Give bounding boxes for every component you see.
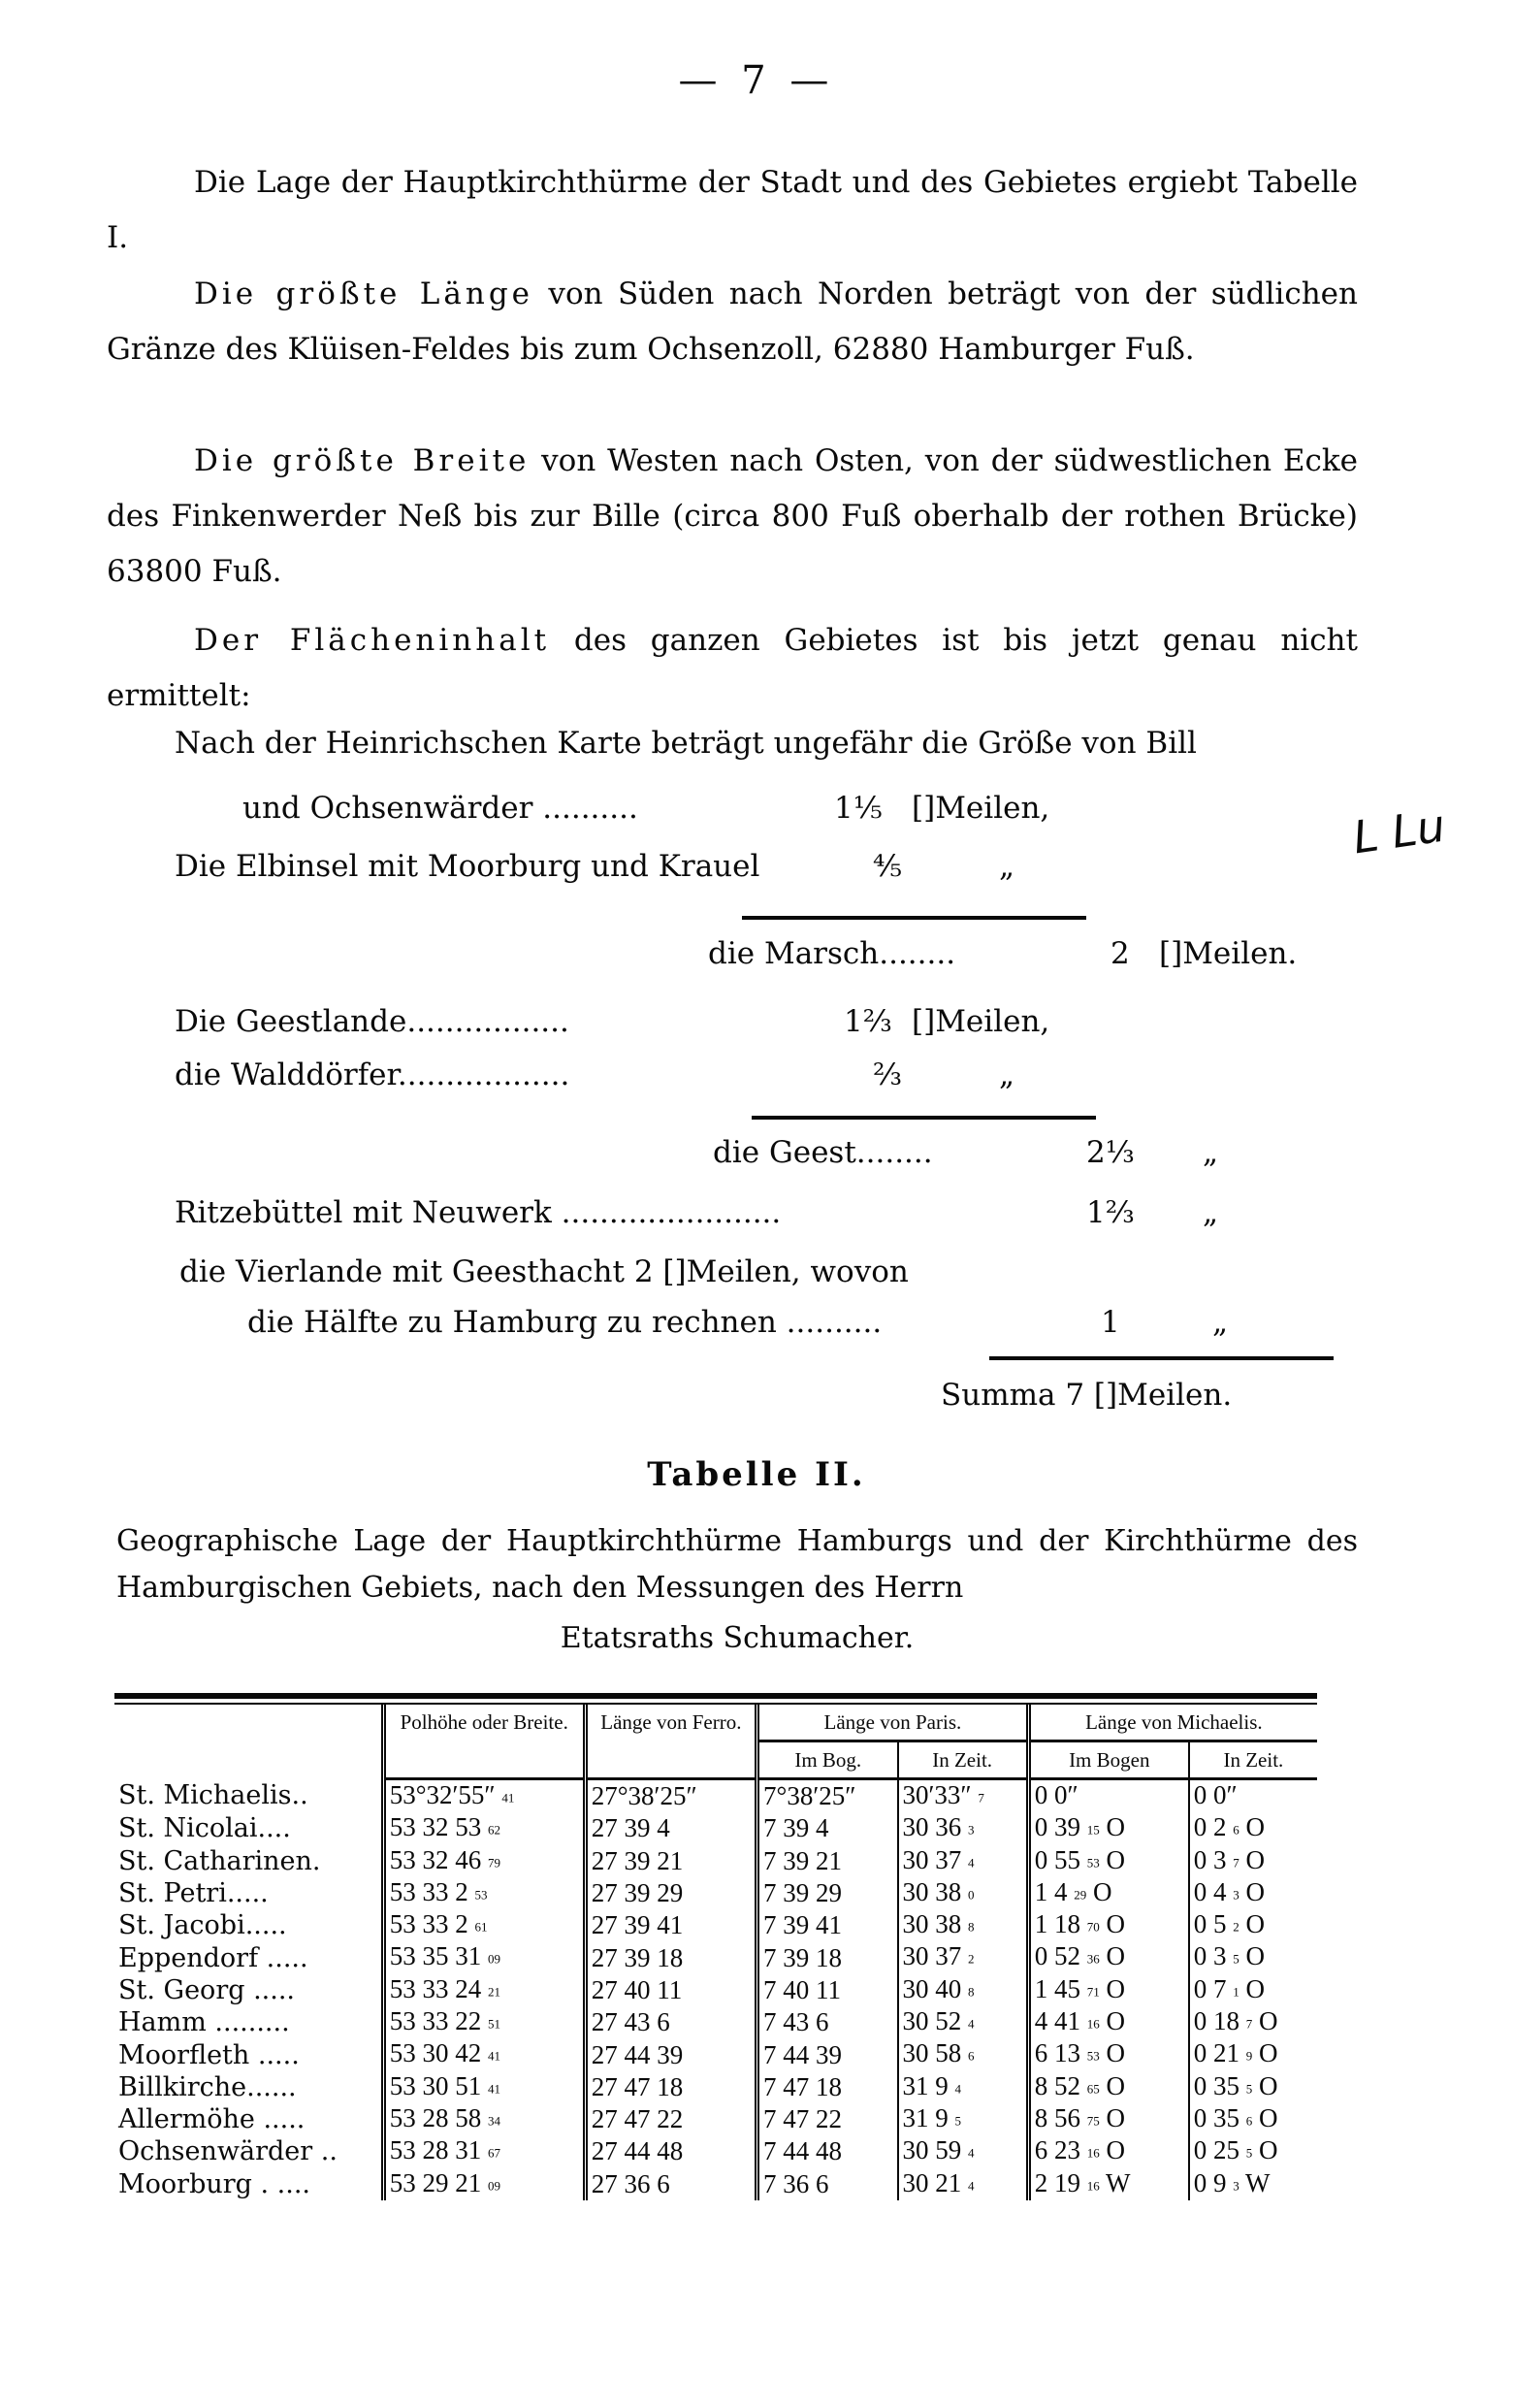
cell-ferro: 27 39 4: [585, 1812, 756, 1844]
cell-ferro: 27°38′25″: [585, 1779, 756, 1813]
area-row-elbinsel-unit: „: [999, 849, 1015, 884]
header-paris-zeit: In Zeit.: [898, 1741, 1029, 1779]
area-row-haelfte-unit: „: [1212, 1305, 1229, 1340]
cell-paris-bogen: 7 44 39: [757, 2038, 898, 2070]
area-row-geest-unit: „: [1203, 1135, 1219, 1170]
table-row: [114, 2168, 1317, 2200]
cell-breite: 53 35 31 09: [383, 1941, 585, 1973]
area-total: Summa 7 []Meilen.: [941, 1378, 1233, 1413]
cell-ferro: 27 40 11: [585, 1974, 756, 2006]
cell-paris-bogen: 7 47 22: [757, 2103, 898, 2135]
cell-ferro: 27 47 18: [585, 2071, 756, 2103]
cell-michaelis-bogen: 1 18 70 O: [1028, 1909, 1189, 1941]
cell-place: Hamm .........: [118, 2007, 290, 2038]
paragraph-breadth-text: von Westen nach Osten, von der südwestlichen Ecke des Finkenwerder Neß bis zur Bille (circa 800 Fuß oberhalb der rothen Brücke) 63800 Fuß.: [107, 443, 1358, 589]
paragraph-area-text: des ganzen Gebietes ist bis jetzt genau nicht ermittelt:: [107, 623, 1358, 713]
cell-michaelis-zeit: 0 3 5 O: [1189, 1941, 1317, 1973]
paragraph-length-text: von Süden nach Norden beträgt von der südlichen Gränze des Klüisen-Feldes bis zum Ochsenzoll, 62880 Hamburger Fuß.: [107, 277, 1358, 367]
header-laenge-paris: Länge von Paris.: [757, 1705, 1029, 1741]
area-row-bill-value: 1⅕: [834, 791, 883, 826]
cell-paris-zeit: 30 37 4: [898, 1845, 1029, 1877]
cell-paris-zeit: 30 40 8: [898, 1974, 1029, 2006]
cell-paris-zeit: 31 9 4: [898, 2071, 1029, 2103]
table-row: [114, 1812, 1317, 1844]
total-rule: [989, 1356, 1334, 1360]
coordinates-grid: [114, 1705, 1317, 2200]
cell-michaelis-zeit: 0 18 7 O: [1189, 2006, 1317, 2038]
cell-michaelis-bogen: 2 19 16 W: [1028, 2168, 1189, 2200]
cell-paris-bogen: 7 43 6: [757, 2006, 898, 2038]
cell-paris-bogen: 7°38′25″: [757, 1779, 898, 1813]
cell-paris-bogen: 7 39 21: [757, 1845, 898, 1877]
cell-breite: 53 33 2 53: [383, 1877, 585, 1909]
cell-breite: 53 32 53 62: [383, 1812, 585, 1844]
cell-michaelis-zeit: 0 35 5 O: [1189, 2071, 1317, 2103]
cell-paris-zeit: 30 38 8: [898, 1909, 1029, 1941]
paragraph-length: [107, 267, 1358, 377]
cell-place: Billkirche......: [118, 2071, 297, 2102]
cell-paris-bogen: 7 39 41: [757, 1909, 898, 1941]
area-row-ritzebuettel-unit: „: [1203, 1195, 1219, 1230]
table-row: [114, 2103, 1317, 2135]
cell-ferro: 27 39 29: [585, 1877, 756, 1909]
cell-paris-zeit: 30 52 4: [898, 2006, 1029, 2038]
cell-place: Moorburg . ....: [118, 2168, 311, 2199]
area-row-vierlande-label: die Vierlande mit Geesthacht 2 []Meilen, wovon: [179, 1254, 909, 1289]
area-row-geestlande-value: 1⅔: [844, 1004, 892, 1039]
table-row: [114, 2006, 1317, 2038]
cell-breite: 53 28 58 34: [383, 2103, 585, 2135]
cell-paris-bogen: 7 36 6: [757, 2168, 898, 2200]
cell-place: Ochsenwärder ..: [118, 2136, 338, 2167]
cell-place: Moorfleth .....: [118, 2039, 300, 2070]
area-row-elbinsel-value: ⅘: [873, 849, 903, 884]
cell-ferro: 27 36 6: [585, 2168, 756, 2200]
table-row: [114, 2071, 1317, 2103]
table-top-rule: [114, 1693, 1317, 1699]
cell-michaelis-zeit: 0 7 1 O: [1189, 1974, 1317, 2006]
cell-michaelis-zeit: 0 2 6 O: [1189, 1812, 1317, 1844]
cell-place: Allermöhe .....: [118, 2104, 306, 2135]
cell-place: St. Petri.....: [118, 1878, 269, 1909]
cell-place: St. Georg .....: [118, 1974, 295, 2005]
cell-breite: 53 30 42 41: [383, 2038, 585, 2070]
table-caption: Geographische Lage der Hauptkirchthürme Hamburgs und der Kirchthürme des Hamburgischen Gebiets, nach den Messungen des Herrn: [116, 1524, 1358, 1605]
header-laenge-michaelis: Länge von Michaelis.: [1028, 1705, 1317, 1741]
area-row-bill-unit: []Meilen,: [912, 791, 1050, 826]
cell-paris-bogen: 7 47 18: [757, 2071, 898, 2103]
paragraph-area-lead: Der Flächeninhalt: [194, 623, 551, 658]
table-row: [114, 1845, 1317, 1877]
area-row-walddoerfer-value: ⅔: [873, 1058, 903, 1092]
cell-michaelis-bogen: 0 39 15 O: [1028, 1812, 1189, 1844]
area-row-haelfte-label: die Hälfte zu Hamburg zu rechnen ..........: [247, 1305, 883, 1340]
cell-ferro: 27 44 48: [585, 2135, 756, 2167]
table-row: [114, 2038, 1317, 2070]
cell-ferro: 27 39 18: [585, 1941, 756, 1973]
table-row: [114, 1909, 1317, 1941]
table-row: [114, 1779, 1317, 1813]
cell-paris-zeit: 30 38 0: [898, 1877, 1029, 1909]
area-row-walddoerfer-unit: „: [999, 1058, 1015, 1092]
area-row-geest-label: die Geest........: [713, 1135, 933, 1170]
cell-michaelis-bogen: 8 56 75 O: [1028, 2103, 1189, 2135]
cell-breite: 53 29 21 09: [383, 2168, 585, 2200]
paragraph-breadth-lead: Die größte Breite: [194, 443, 531, 478]
cell-breite: 53 33 22 51: [383, 2006, 585, 2038]
area-list-lead: Nach der Heinrichschen Karte beträgt ungefähr die Größe von Bill: [175, 726, 1197, 761]
table-row: [114, 1974, 1317, 2006]
subtotal-rule: [752, 1116, 1096, 1120]
cell-breite: 53 32 46 79: [383, 1845, 585, 1877]
cell-michaelis-bogen: 0 0″: [1028, 1779, 1189, 1813]
cell-place: St. Jacobi.....: [118, 1910, 287, 1941]
cell-michaelis-bogen: 6 13 53 O: [1028, 2038, 1189, 2070]
paragraph-length-lead: Die größte Länge: [194, 277, 534, 311]
cell-breite: 53 28 31 67: [383, 2135, 585, 2167]
area-row-geest-value: 2⅓: [1086, 1135, 1135, 1170]
area-row-walddoerfer-label: die Walddörfer..................: [175, 1058, 570, 1092]
cell-place: St. Catharinen.: [118, 1845, 321, 1876]
cell-michaelis-zeit: 0 0″: [1189, 1779, 1317, 1813]
area-row-geestlande-unit: []Meilen,: [912, 1004, 1050, 1039]
paragraph-breadth: [107, 434, 1358, 600]
cell-paris-zeit: 30′33″ 7: [898, 1779, 1029, 1813]
cell-michaelis-zeit: 0 9 3 W: [1189, 2168, 1317, 2200]
area-row-ritzebuettel-label: Ritzebüttel mit Neuwerk .......................: [175, 1195, 782, 1230]
cell-michaelis-zeit: 0 3 7 O: [1189, 1845, 1317, 1877]
table-title: Tabelle II.: [647, 1455, 866, 1494]
area-row-geestlande-label: Die Geestlande.................: [175, 1004, 569, 1039]
cell-michaelis-bogen: 1 4 29 O: [1028, 1877, 1189, 1909]
coordinates-table: [114, 1693, 1317, 2200]
cell-place: St. Michaelis..: [118, 1780, 308, 1811]
cell-paris-zeit: 30 21 4: [898, 2168, 1029, 2200]
cell-breite: 53 33 2 61: [383, 1909, 585, 1941]
cell-michaelis-zeit: 0 4 3 O: [1189, 1877, 1317, 1909]
area-row-elbinsel-label: Die Elbinsel mit Moorburg und Krauel: [175, 849, 760, 884]
cell-michaelis-bogen: 0 55 53 O: [1028, 1845, 1189, 1877]
cell-breite: 53°32′55″ 41: [383, 1779, 585, 1813]
cell-paris-bogen: 7 39 18: [757, 1941, 898, 1973]
header-michaelis-zeit: In Zeit.: [1189, 1741, 1317, 1779]
header-place: [114, 1705, 383, 1779]
area-row-ritzebuettel-value: 1⅔: [1086, 1195, 1135, 1230]
table-row: [114, 2135, 1317, 2167]
page-number: — 7 —: [678, 58, 835, 103]
table-row: [114, 1941, 1317, 1973]
cell-paris-zeit: 30 59 4: [898, 2135, 1029, 2167]
cell-paris-zeit: 31 9 5: [898, 2103, 1029, 2135]
cell-breite: 53 30 51 41: [383, 2071, 585, 2103]
cell-paris-bogen: 7 40 11: [757, 1974, 898, 2006]
cell-michaelis-zeit: 0 5 2 O: [1189, 1909, 1317, 1941]
cell-place: St. Nicolai....: [118, 1813, 291, 1844]
cell-paris-zeit: 30 37 2: [898, 1941, 1029, 1973]
cell-place: Eppendorf .....: [118, 1942, 308, 1973]
header-michaelis-bogen: Im Bogen: [1028, 1741, 1189, 1779]
area-row-haelfte-value: 1: [1101, 1305, 1120, 1340]
cell-ferro: 27 43 6: [585, 2006, 756, 2038]
cell-paris-bogen: 7 39 29: [757, 1877, 898, 1909]
cell-ferro: 27 39 21: [585, 1845, 756, 1877]
paragraph-area: [107, 613, 1358, 724]
paragraph-intro-text: Die Lage der Hauptkirchthürme der Stadt und des Gebietes ergiebt Tabelle I.: [107, 165, 1358, 255]
paragraph-intro: [107, 155, 1358, 266]
cell-paris-zeit: 30 36 3: [898, 1812, 1029, 1844]
handwritten-margin-note: L Lu: [1349, 798, 1449, 864]
cell-paris-zeit: 30 58 6: [898, 2038, 1029, 2070]
area-row-marsch-unit: []Meilen.: [1159, 936, 1298, 971]
cell-breite: 53 33 24 21: [383, 1974, 585, 2006]
cell-ferro: 27 39 41: [585, 1909, 756, 1941]
area-row-bill-label: und Ochsenwärder ..........: [242, 791, 638, 826]
cell-michaelis-bogen: 4 41 16 O: [1028, 2006, 1189, 2038]
cell-paris-bogen: 7 44 48: [757, 2135, 898, 2167]
cell-ferro: 27 44 39: [585, 2038, 756, 2070]
area-row-marsch-label: die Marsch........: [708, 936, 956, 971]
subtotal-rule: [742, 916, 1086, 920]
cell-michaelis-zeit: 0 25 5 O: [1189, 2135, 1317, 2167]
cell-michaelis-bogen: 1 45 71 O: [1028, 1974, 1189, 2006]
cell-ferro: 27 47 22: [585, 2103, 756, 2135]
area-row-marsch-value: 2: [1111, 936, 1130, 971]
cell-paris-bogen: 7 39 4: [757, 1812, 898, 1844]
cell-michaelis-zeit: 0 35 6 O: [1189, 2103, 1317, 2135]
header-laenge-ferro: Länge von Ferro.: [585, 1705, 756, 1779]
cell-michaelis-bogen: 6 23 16 O: [1028, 2135, 1189, 2167]
cell-michaelis-zeit: 0 21 9 O: [1189, 2038, 1317, 2070]
header-polhoehe: Polhöhe oder Breite.: [383, 1705, 585, 1779]
cell-michaelis-bogen: 0 52 36 O: [1028, 1941, 1189, 1973]
cell-michaelis-bogen: 8 52 65 O: [1028, 2071, 1189, 2103]
table-row: [114, 1877, 1317, 1909]
header-paris-bogen: Im Bog.: [757, 1741, 898, 1779]
table-caption-author: Etatsraths Schumacher.: [560, 1621, 915, 1655]
